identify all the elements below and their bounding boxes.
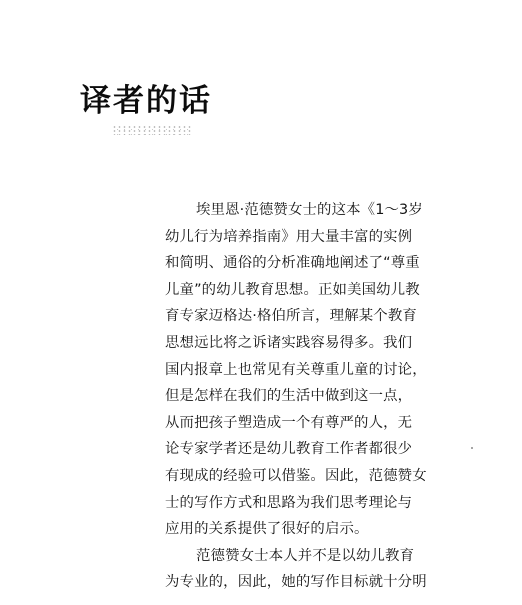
text-line: 从而把孩子塑造成一个有尊严的人，无 xyxy=(165,414,413,431)
text-line: 幼儿行为培养指南》用大量丰富的实例 xyxy=(165,228,413,245)
text-line: 和简明、通俗的分析准确地阐述了“尊重 xyxy=(165,255,420,272)
text-line: 思想远比将之诉诸实践容易得多。我们 xyxy=(165,334,413,351)
print-speckle-decoration xyxy=(112,125,192,135)
print-speck xyxy=(471,447,473,449)
text-line: 育专家迈格达·格伯所言，理解某个教育 xyxy=(165,308,417,325)
text-line: 应用的关系提供了很好的启示。 xyxy=(165,521,369,538)
text-line: 为专业的，因此，她的写作目标就十分明 xyxy=(165,574,427,591)
text-line: 儿童”的幼儿教育思想。正如美国幼儿教 xyxy=(165,281,420,298)
text-line: 但是怎样在我们的生活中做到这一点， xyxy=(165,388,413,405)
text-line: 范德赞女士本人并不是以幼儿教育 xyxy=(196,547,415,564)
body-text xyxy=(165,197,475,596)
text-line: 国内报章上也常见有关尊重儿童的讨论， xyxy=(165,361,427,378)
text-line: 埃里恩·范德赞女士的这本《1～3岁 xyxy=(196,202,423,218)
page-title: 译者的话 xyxy=(80,83,212,119)
text-line: 有现成的经验可以借鉴。因此，范德赞女 xyxy=(165,467,427,484)
text-line: 士的写作方式和思路为我们思考理论与 xyxy=(165,494,413,511)
text-line: 论专家学者还是幼儿教育工作者都很少 xyxy=(165,441,413,458)
